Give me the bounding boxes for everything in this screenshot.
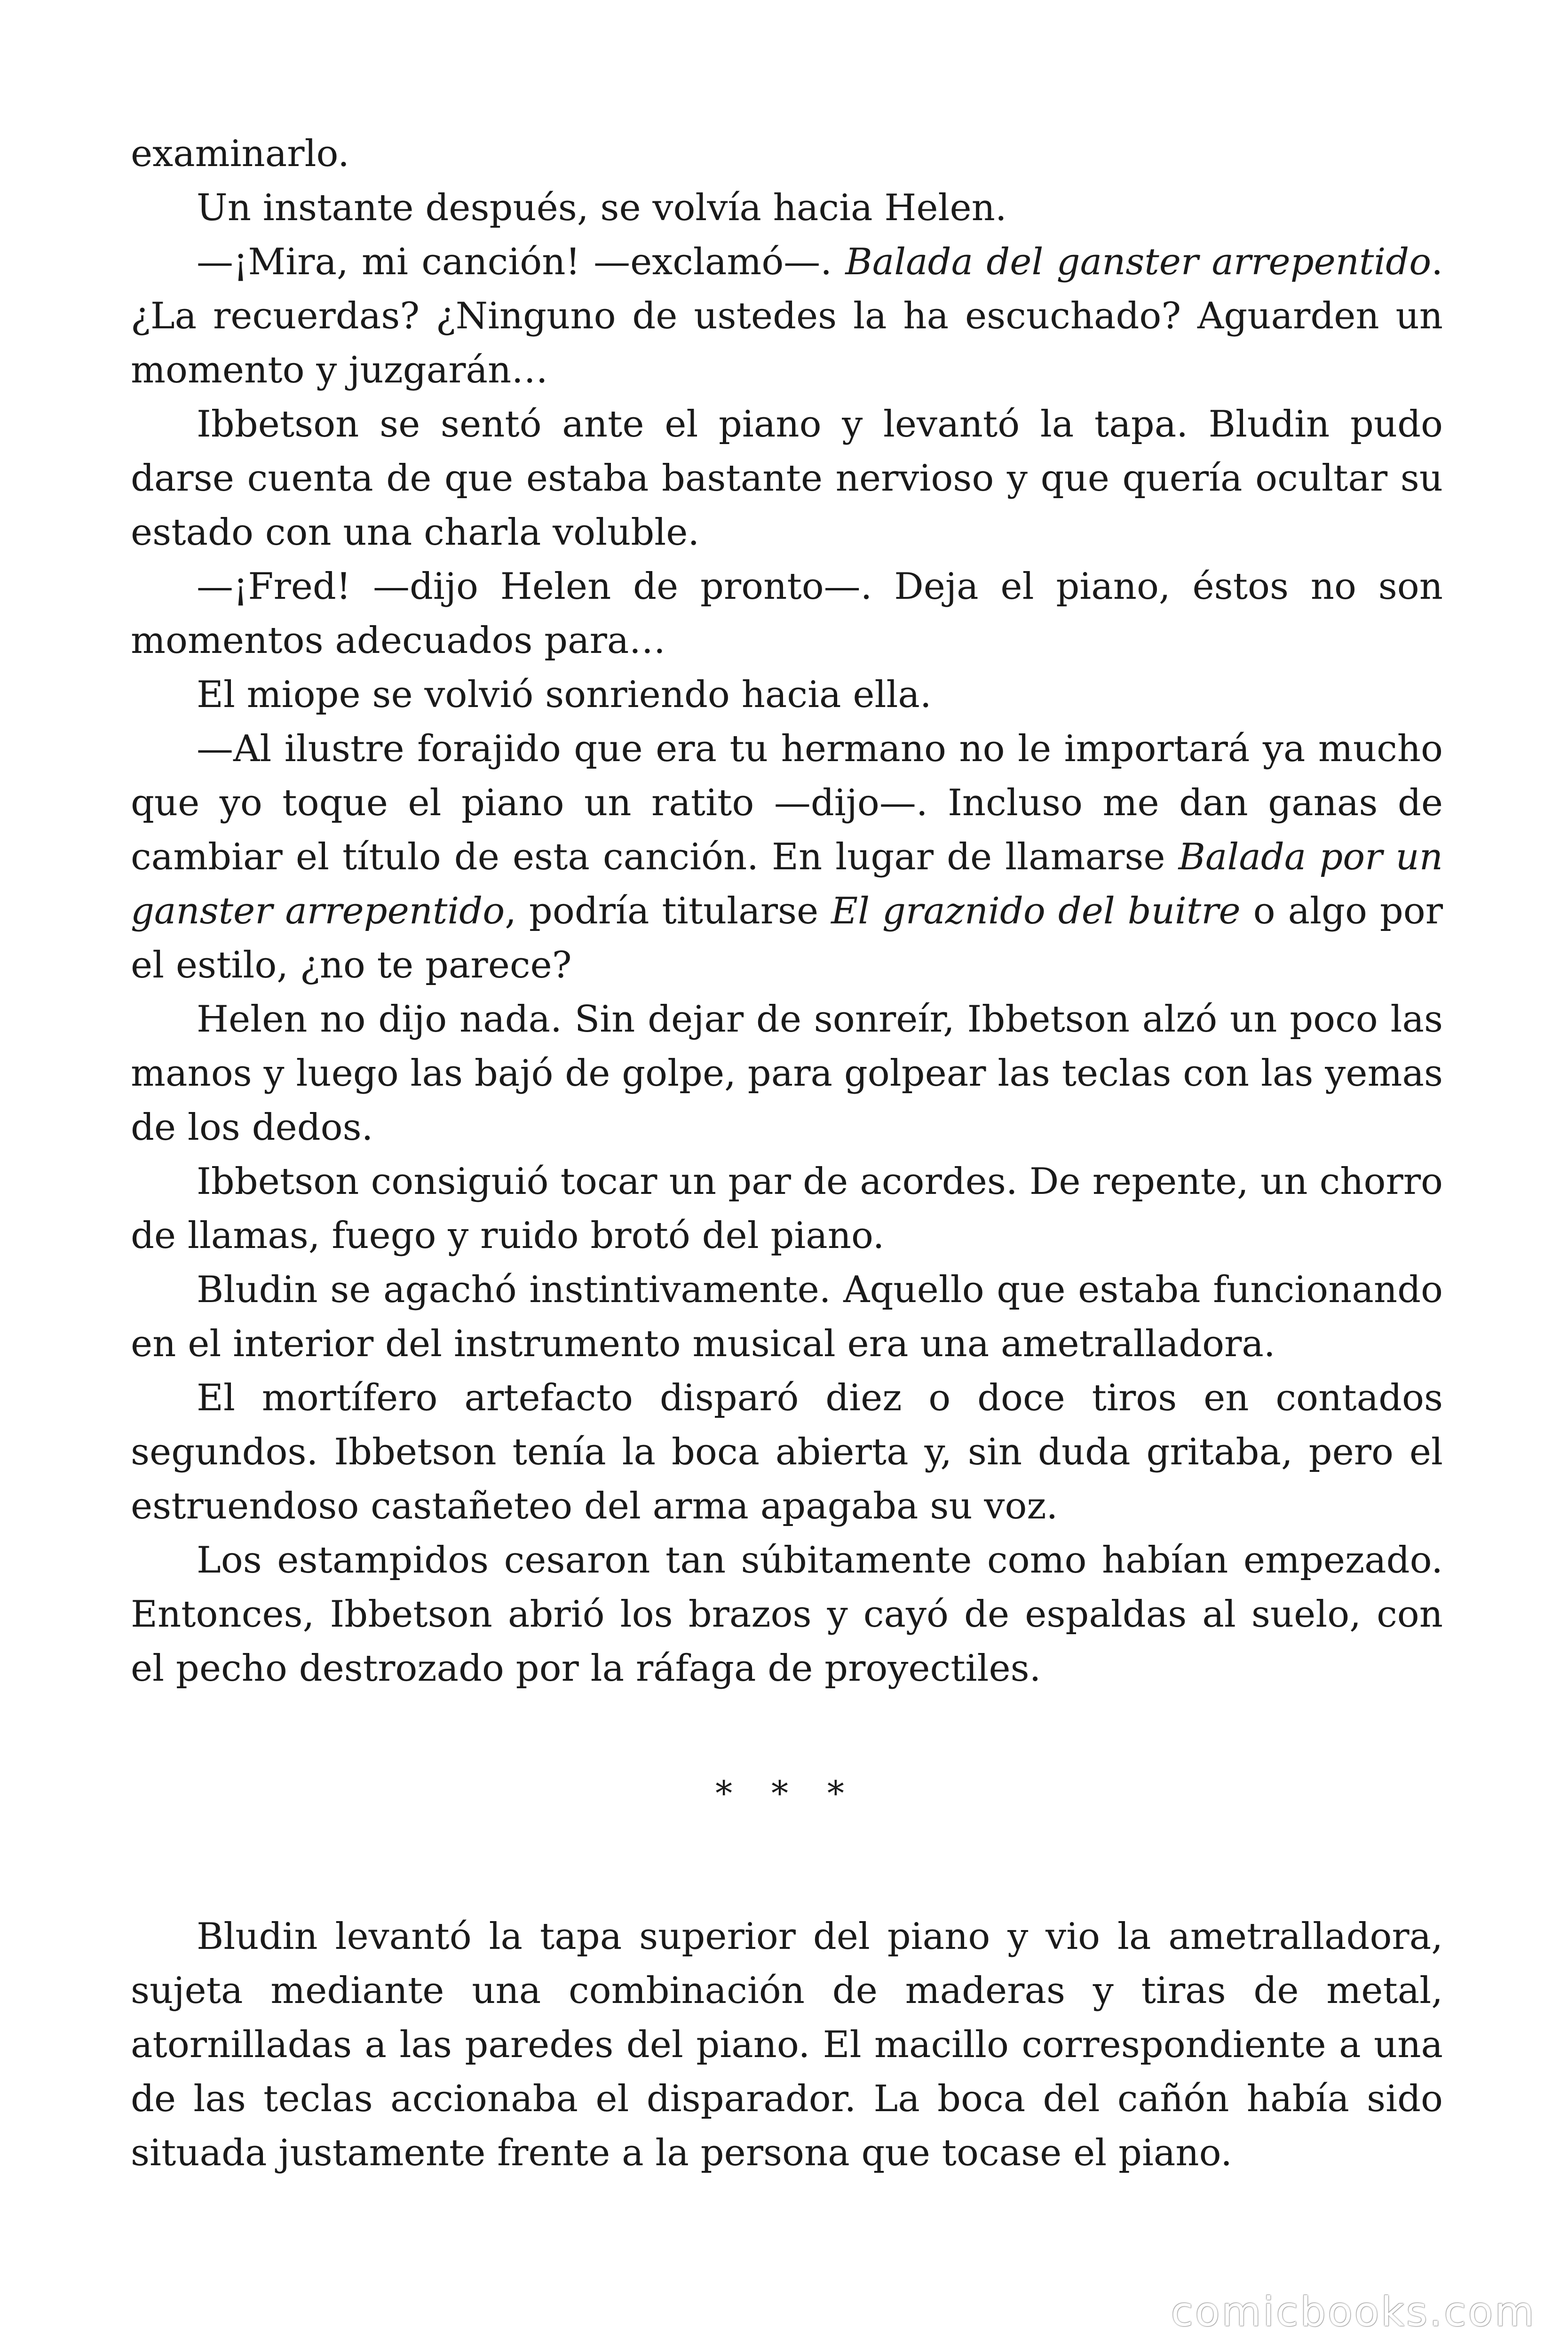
paragraph bbox=[131, 560, 1443, 668]
paragraph bbox=[131, 235, 1443, 397]
paragraph bbox=[131, 722, 1443, 993]
paragraph bbox=[131, 1910, 1443, 2180]
section-break: * * * bbox=[715, 1773, 858, 1813]
italic-title-text: El graznido del buitre bbox=[831, 890, 1241, 932]
paragraph-text: El miope se volvió sonriendo hacia ella. bbox=[197, 674, 932, 716]
paragraph-text: —¡Mira, mi canción! —exclamó—. bbox=[197, 241, 846, 283]
text-block-after-break bbox=[131, 1910, 1443, 2180]
watermark-logo: comicbooks.com bbox=[1171, 2288, 1536, 2336]
paragraph bbox=[131, 1155, 1443, 1263]
italic-title-text: Balada por un ganster arrepentido bbox=[131, 836, 1443, 932]
paragraph bbox=[131, 181, 1443, 235]
paragraph bbox=[131, 397, 1443, 560]
paragraph bbox=[131, 1263, 1443, 1371]
paragraph-text: . ¿La recuerdas? ¿Ninguno de ustedes la ha escuchado? Aguarden un momento y juzgarán… bbox=[131, 241, 1443, 391]
paragraph-text: —¡Fred! —dijo Helen de pronto—. Deja el piano, éstos no son momentos adecuados para… bbox=[131, 565, 1443, 662]
paragraph-text: o algo por el estilo, ¿no te parece? bbox=[131, 890, 1443, 986]
paragraph-text: Ibbetson consiguió tocar un par de acordes. De repente, un chorro de llamas, fuego y ruido brotó del piano. bbox=[131, 1160, 1443, 1257]
book-page bbox=[131, 127, 1443, 2180]
paragraph-text: , podría titularse bbox=[505, 890, 832, 932]
paragraph-text: Los estampidos cesaron tan súbitamente como habían empezado. Entonces, Ibbetson abrió los brazos y cayó de espaldas al suelo, con el pecho destrozado por la ráfaga de proyectiles. bbox=[131, 1539, 1443, 1690]
paragraph bbox=[131, 993, 1443, 1155]
paragraph-text: —Al ilustre forajido que era tu hermano no le importará ya mucho que yo toque el piano un ratito —dijo—. Incluso me dan ganas de cambiar el título de esta canción. En lugar de llamarse bbox=[131, 728, 1443, 878]
paragraph bbox=[131, 668, 1443, 722]
paragraph bbox=[131, 127, 1443, 181]
paragraph-text: Un instante después, se volvía hacia Helen. bbox=[197, 187, 1007, 229]
paragraph-text: Bludin se agachó instintivamente. Aquello que estaba funcionando en el interior del instrumento musical era una ametralladora. bbox=[131, 1269, 1443, 1365]
paragraph-text: Ibbetson se sentó ante el piano y levantó la tapa. Bludin pudo darse cuenta de que estaba bastante nervioso y que quería ocultar su estado con una charla voluble. bbox=[131, 403, 1443, 554]
italic-title-text: Balada del ganster arrepentido bbox=[845, 241, 1432, 283]
paragraph-text: El mortífero artefacto disparó diez o doce tiros en contados segundos. Ibbetson tenía la boca abierta y, sin duda gritaba, pero el estruendoso castañeteo del arma apagaba su voz. bbox=[131, 1377, 1443, 1527]
paragraph bbox=[131, 1534, 1443, 1696]
paragraph bbox=[131, 1371, 1443, 1534]
paragraph-text: Bludin levantó la tapa superior del piano y vio la ametralladora, sujeta mediante una combinación de maderas y tiras de metal, atornilladas a las paredes del piano. El macillo correspondiente a una de las teclas accionaba el disparador. La boca del cañón había sido situada justamente frente a la persona que tocase el piano. bbox=[131, 1915, 1443, 2174]
paragraph-text: examinarlo. bbox=[131, 133, 349, 175]
paragraph-text: Helen no dijo nada. Sin dejar de sonreír, Ibbetson alzó un poco las manos y luego las bajó de golpe, para golpear las teclas con las yemas de los dedos. bbox=[131, 998, 1443, 1149]
text-block-before-break bbox=[131, 127, 1443, 1696]
